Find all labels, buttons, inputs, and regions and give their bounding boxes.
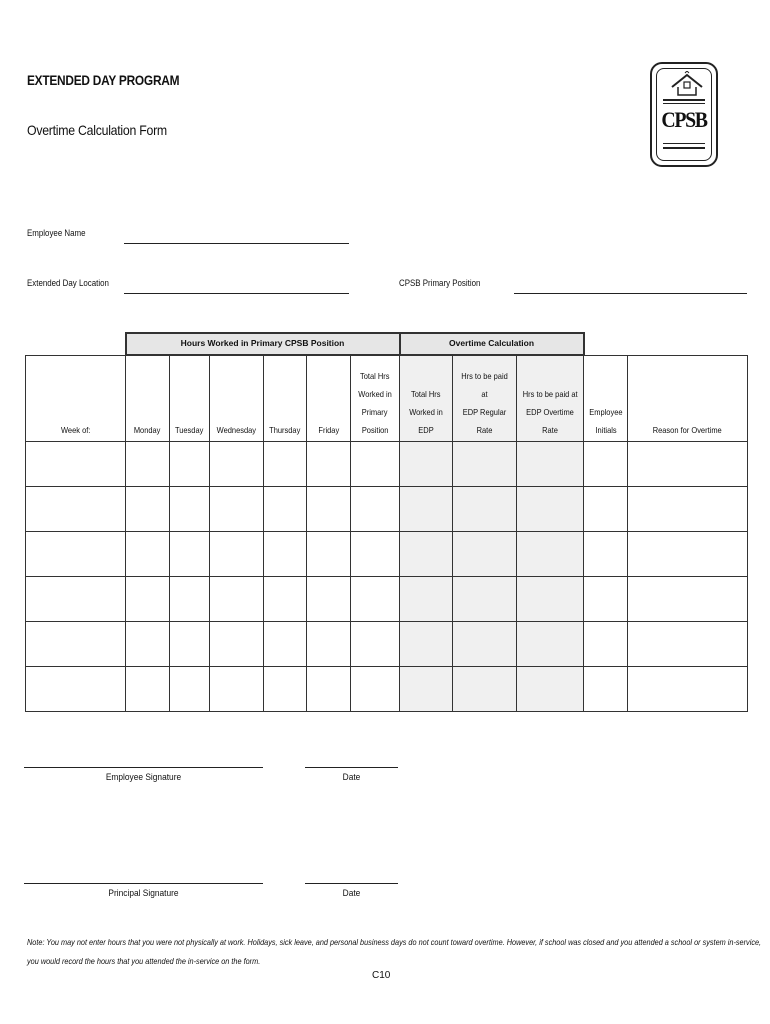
table-cell[interactable] (351, 531, 400, 576)
table-cell[interactable] (126, 531, 170, 576)
table-cell[interactable] (170, 486, 210, 531)
column-header-text: Tuesday (175, 424, 204, 435)
table-cell[interactable] (26, 531, 126, 576)
table-cell[interactable] (26, 666, 126, 711)
table-cell[interactable] (584, 576, 628, 621)
column-header-text: Position (361, 424, 389, 435)
employee-signature-label: Employee Signature (105, 772, 182, 783)
primary-position-line[interactable] (514, 293, 747, 294)
table-row (26, 531, 748, 576)
logo-text: CPSB (661, 107, 707, 132)
table-cell[interactable] (400, 531, 453, 576)
table-cell[interactable] (126, 621, 170, 666)
table-cell[interactable] (628, 531, 748, 576)
table-cell[interactable] (584, 486, 628, 531)
table-cell[interactable] (400, 441, 453, 486)
table-cell[interactable] (210, 666, 264, 711)
table-cell[interactable] (584, 621, 628, 666)
table-cell[interactable] (26, 576, 126, 621)
principal-signature-label: Principal Signature (108, 888, 179, 899)
column-header-text: Wednesday (216, 424, 257, 435)
table-cell[interactable] (584, 441, 628, 486)
col-employee-initials (584, 355, 628, 441)
employee-date-line[interactable] (305, 767, 398, 768)
principal-signature-line[interactable] (24, 883, 263, 884)
table-cell[interactable] (307, 531, 351, 576)
table-cell[interactable] (351, 621, 400, 666)
location-line[interactable] (124, 293, 349, 294)
table-cell[interactable] (517, 486, 584, 531)
col-overtime-rate (517, 355, 584, 441)
col-monday (126, 355, 170, 441)
table-cell[interactable] (210, 531, 264, 576)
table-cell[interactable] (351, 666, 400, 711)
table-cell[interactable] (453, 666, 517, 711)
table-cell[interactable] (264, 576, 307, 621)
table-cell[interactable] (453, 531, 517, 576)
table-cell[interactable] (170, 531, 210, 576)
column-header-text: Total Hrs (360, 370, 390, 381)
table-cell[interactable] (126, 441, 170, 486)
table-cell[interactable] (307, 576, 351, 621)
table-cell[interactable] (264, 486, 307, 531)
employee-name-label: Employee Name (27, 228, 86, 238)
table-cell[interactable] (400, 666, 453, 711)
table-cell[interactable] (400, 621, 453, 666)
col-friday (307, 355, 351, 441)
schoolhouse-icon (670, 71, 704, 97)
table-cell[interactable] (264, 621, 307, 666)
table-row (26, 666, 748, 711)
column-header-text: Primary (362, 406, 388, 417)
table-cell[interactable] (584, 531, 628, 576)
column-header-text: Worked in EDP (409, 406, 443, 435)
table-cell[interactable] (628, 576, 748, 621)
table-cell[interactable] (628, 486, 748, 531)
table-cell[interactable] (517, 531, 584, 576)
table-cell[interactable] (628, 621, 748, 666)
table-cell[interactable] (170, 666, 210, 711)
table-cell[interactable] (400, 576, 453, 621)
table-header-row (26, 355, 748, 441)
table-cell[interactable] (584, 666, 628, 711)
column-header-text: Thursday (269, 424, 301, 435)
table-cell[interactable] (307, 666, 351, 711)
column-header-text: EDP Overtime Rate (526, 406, 574, 435)
table-cell[interactable] (517, 621, 584, 666)
page-code: C10 (372, 970, 391, 981)
employee-name-line[interactable] (124, 243, 349, 244)
table-cell[interactable] (210, 486, 264, 531)
location-label: Extended Day Location (27, 278, 109, 288)
table-cell[interactable] (307, 621, 351, 666)
table-row (26, 441, 748, 486)
table-cell[interactable] (351, 441, 400, 486)
column-header-text: Hrs to be paid at (522, 388, 578, 399)
column-header-text: Worked in (358, 388, 392, 399)
table-cell[interactable] (264, 666, 307, 711)
table-cell[interactable] (126, 576, 170, 621)
footnote (27, 933, 762, 971)
table-cell[interactable] (307, 441, 351, 486)
program-title: EXTENDED DAY PROGRAM (27, 72, 180, 88)
principal-date-line[interactable] (305, 883, 398, 884)
column-header-text: EDP Regular Rate (462, 406, 507, 435)
table-cell[interactable] (453, 441, 517, 486)
col-total-primary (351, 355, 400, 441)
table-cell[interactable] (210, 621, 264, 666)
table-row (26, 621, 748, 666)
table-cell[interactable] (351, 576, 400, 621)
table-cell[interactable] (453, 576, 517, 621)
col-week-of (26, 355, 126, 441)
col-thursday (264, 355, 307, 441)
form-title: Overtime Calculation Form (27, 122, 167, 138)
table-cell[interactable] (351, 486, 400, 531)
column-header-text: Monday (134, 424, 161, 435)
column-header-text: Total Hrs (411, 388, 441, 399)
table-cell[interactable] (307, 486, 351, 531)
column-header-text: Hrs to be paid at (461, 370, 508, 399)
table-cell[interactable] (453, 486, 517, 531)
table-cell[interactable] (517, 666, 584, 711)
table-cell[interactable] (26, 621, 126, 666)
group-primary-hours: Hours Worked in Primary CPSB Position (126, 333, 400, 355)
principal-date-label: Date (342, 888, 361, 899)
table-row (26, 486, 748, 531)
table-cell[interactable] (210, 576, 264, 621)
col-reason (628, 355, 748, 441)
table-cell[interactable] (210, 441, 264, 486)
table-cell[interactable] (517, 441, 584, 486)
table-cell[interactable] (26, 441, 126, 486)
footnote-line-2: you would record the hours that you attended the in-service on the form. (27, 956, 261, 966)
table-row (26, 576, 748, 621)
table-cell[interactable] (264, 441, 307, 486)
table-cell[interactable] (170, 576, 210, 621)
employee-date-label: Date (342, 772, 361, 783)
table-cell[interactable] (26, 486, 126, 531)
col-total-edp (400, 355, 453, 441)
table-cell[interactable] (170, 441, 210, 486)
primary-position-label: CPSB Primary Position (399, 278, 481, 288)
col-wednesday (210, 355, 264, 441)
employee-signature-line[interactable] (24, 767, 263, 768)
table-cell[interactable] (126, 666, 170, 711)
table-cell[interactable] (126, 486, 170, 531)
column-header-text: Friday (318, 424, 339, 435)
group-overtime: Overtime Calculation (400, 333, 584, 355)
table-cell[interactable] (628, 666, 748, 711)
column-header-text: Employee (588, 406, 623, 417)
table-cell[interactable] (453, 621, 517, 666)
table-cell[interactable] (400, 486, 453, 531)
overtime-table (25, 332, 748, 712)
table-cell[interactable] (170, 621, 210, 666)
col-tuesday (170, 355, 210, 441)
column-header-text: Reason for Overtime (653, 424, 723, 435)
col-regular-rate (453, 355, 517, 441)
column-header-text: Initials (594, 424, 617, 435)
table-cell[interactable] (517, 576, 584, 621)
cpsb-logo (650, 62, 718, 167)
footnote-line-1: Note: You may not enter hours that you were not physically at work. Holidays, sick leave, and personal business days do not count toward overtime. However, if school was closed and you attended a school or system in-service, (27, 937, 762, 947)
column-header-text: Week of: (60, 424, 91, 435)
table-cell[interactable] (628, 441, 748, 486)
table-cell[interactable] (264, 531, 307, 576)
